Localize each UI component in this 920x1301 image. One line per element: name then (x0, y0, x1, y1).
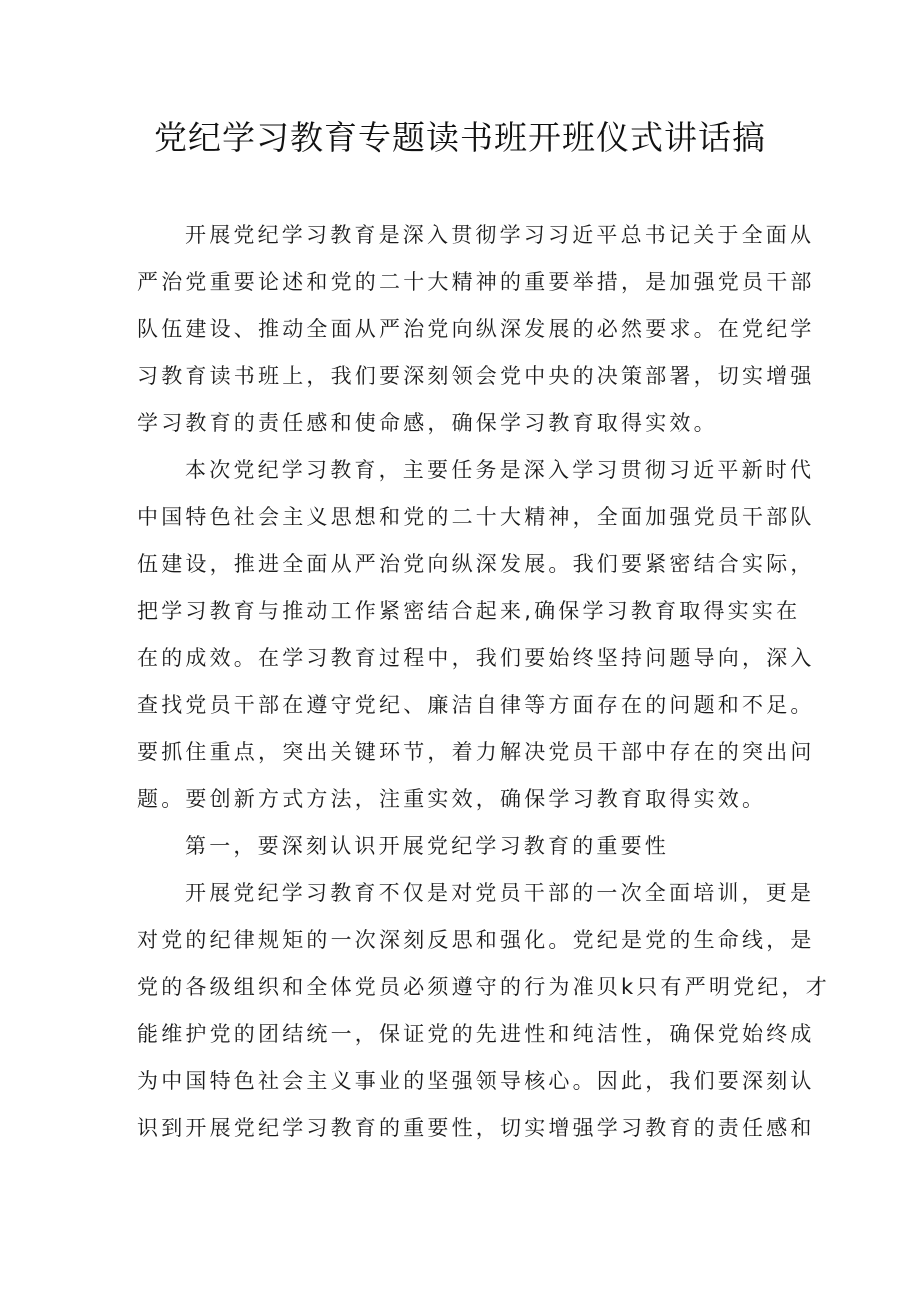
paragraph-line: 党的各级组织和全体党员必须遵守的行为准贝k只有严明党纪，才 (137, 975, 830, 999)
paragraph-line: 对党的纪律规矩的一次深刻反思和强化。党纪是党的生命线，是 (137, 928, 815, 952)
paragraph-line: 严治党重要论述和党的二十大精神的重要举措，是加强党员干部 (137, 270, 815, 294)
paragraph-line: 要抓住重点，突出关键环节，着力解决党员干部中存在的突出问 (137, 740, 815, 764)
paragraph-line: 习教育读书班上，我们要深刻领会党中央的决策部署，切实增强 (137, 364, 815, 388)
paragraph-line: 查找党员干部在遵守党纪、廉洁自律等方面存在的问题和不足。 (137, 693, 815, 717)
document-title: 党纪学习教育专题读书班开班仪式讲话搞 (154, 118, 766, 157)
paragraph-line: 开展党纪学习教育是深入贯彻学习习近平总书记关于全面从 (185, 223, 815, 247)
section-heading: 第一，要深刻认识开展党纪学习教育的重要性 (185, 834, 669, 858)
paragraph-line: 本次党纪学习教育，主要任务是深入学习贯彻习近平新时代 (185, 458, 815, 482)
section-paragraph (137, 870, 830, 1152)
paragraph-line: 在的成效。在学习教育过程中，我们要始终坚持问题导向，深入 (137, 646, 815, 670)
paragraph-line: 识到开展党纪学习教育的重要性，切实增强学习教育的责任感和 (137, 1116, 815, 1140)
paragraph-2 (137, 447, 815, 823)
paragraph-line: 学习教育的责任感和使命感，确保学习教育取得实效。 (137, 411, 718, 435)
paragraph-1 (137, 212, 815, 447)
paragraph-line: 中国特色社会主义思想和党的二十大精神，全面加强党员干部队 (137, 505, 815, 529)
paragraph-line: 开展党纪学习教育不仅是对党员干部的一次全面培训，更是 (185, 881, 815, 905)
paragraph-line: 伍建设，推进全面从严治党向纵深发展。我们要紧密结合实际， (137, 552, 815, 576)
paragraph-line: 题。要创新方式方法，注重实效，确保学习教育取得实效。 (137, 787, 767, 811)
paragraph-line: 为中国特色社会主义事业的坚强领导核心。因此，我们要深刻认 (137, 1069, 815, 1093)
paragraph-line: 把学习教育与推动工作紧密结合起来,确保学习教育取得实实在 (137, 599, 801, 623)
paragraph-line: 能维护党的团结统一，保证党的先进性和纯洁性，确保党始终成 (137, 1022, 815, 1046)
document-body (137, 212, 830, 1152)
paragraph-line: 队伍建设、推动全面从严治党向纵深发展的必然要求。在党纪学 (137, 317, 815, 341)
